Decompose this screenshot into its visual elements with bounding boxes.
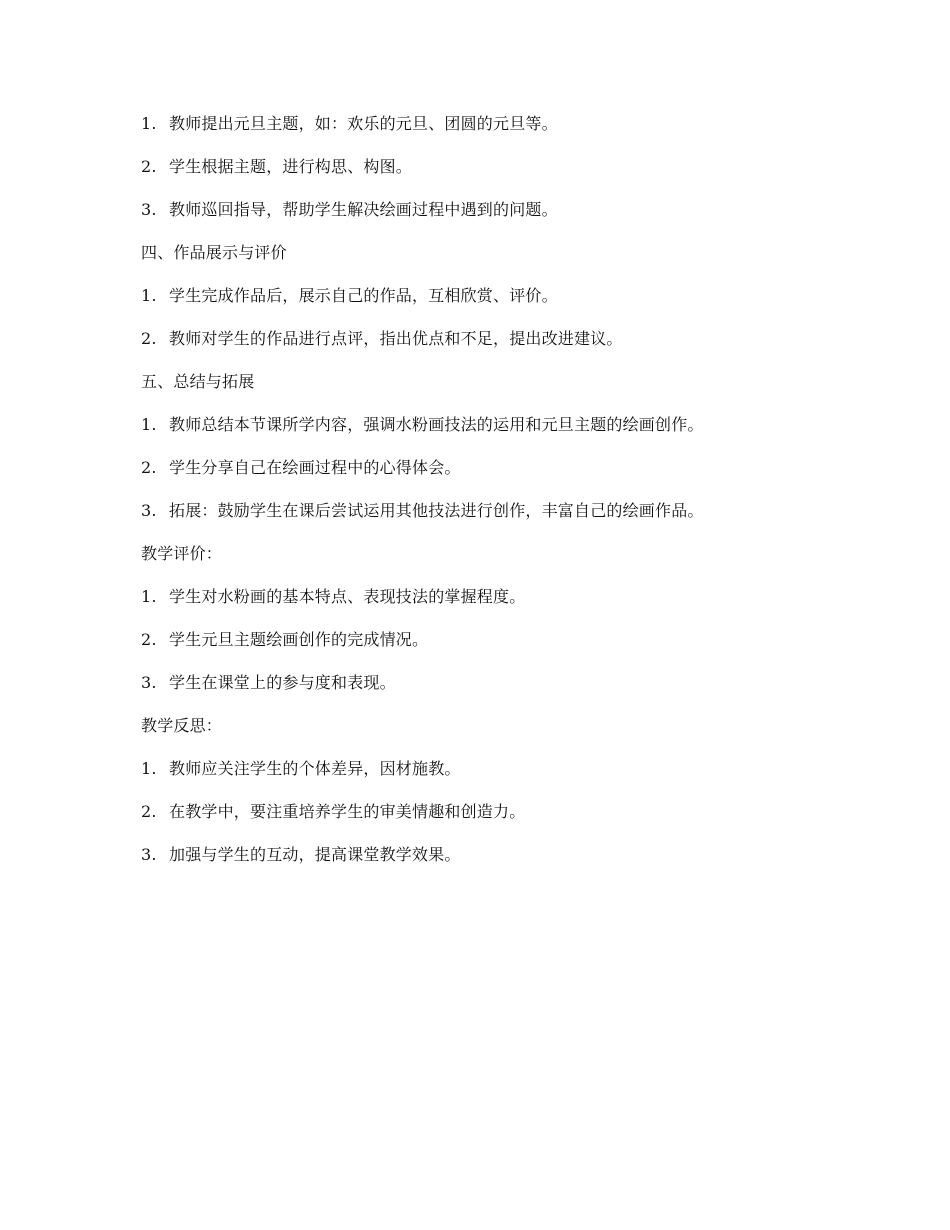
item-number: 3. [141,200,157,219]
list-item [141,626,901,669]
list-item [141,669,901,712]
item-number: 3. [141,501,157,520]
item-text: 教师提出元旦主题，如：欢乐的元旦、团圆的元旦等。 [169,114,558,133]
document-body [141,110,901,884]
item-number: 2. [141,157,157,176]
list-item [141,325,901,368]
list-item [141,497,901,540]
item-number: 1. [141,415,157,434]
item-text: 教师巡回指导，帮助学生解决绘画过程中遇到的问题。 [169,200,558,219]
item-number: 2. [141,458,157,477]
list-item [141,583,901,626]
section-heading: 四、作品展示与评价 [141,243,287,262]
list-item [141,196,901,239]
item-number: 3. [141,845,157,864]
list-item [141,153,901,196]
item-text: 学生分享自己在绘画过程中的心得体会。 [169,458,461,477]
item-number: 2. [141,630,157,649]
section-heading: 教学评价： [141,544,223,563]
item-text: 在教学中，要注重培养学生的审美情趣和创造力。 [169,802,526,821]
item-number: 2. [141,329,157,348]
list-item [141,110,901,153]
item-text: 学生元旦主题绘画创作的完成情况。 [169,630,429,649]
item-text: 学生完成作品后，展示自己的作品，互相欣赏、评价。 [169,286,558,305]
item-text: 教师对学生的作品进行点评，指出优点和不足，提出改进建议。 [169,329,623,348]
list-item [141,282,901,325]
item-text: 拓展：鼓励学生在课后尝试运用其他技法进行创作，丰富自己的绘画作品。 [169,501,704,520]
item-number: 3. [141,673,157,692]
list-item [141,798,901,841]
item-number: 1. [141,759,157,778]
item-text: 加强与学生的互动，提高课堂教学效果。 [169,845,461,864]
list-item [141,841,901,884]
item-number: 1. [141,286,157,305]
list-item [141,411,901,454]
section-heading: 五、总结与拓展 [141,372,255,391]
item-number: 1. [141,114,157,133]
item-text: 教师总结本节课所学内容，强调水粉画技法的运用和元旦主题的绘画创作。 [169,415,704,434]
item-text: 学生对水粉画的基本特点、表现技法的掌握程度。 [169,587,526,606]
list-item [141,454,901,497]
item-number: 2. [141,802,157,821]
item-text: 学生根据主题，进行构思、构图。 [169,157,413,176]
item-text: 教师应关注学生的个体差异，因材施教。 [169,759,461,778]
item-number: 1. [141,587,157,606]
section-heading: 教学反思： [141,716,223,735]
list-item [141,755,901,798]
item-text: 学生在课堂上的参与度和表现。 [169,673,396,692]
